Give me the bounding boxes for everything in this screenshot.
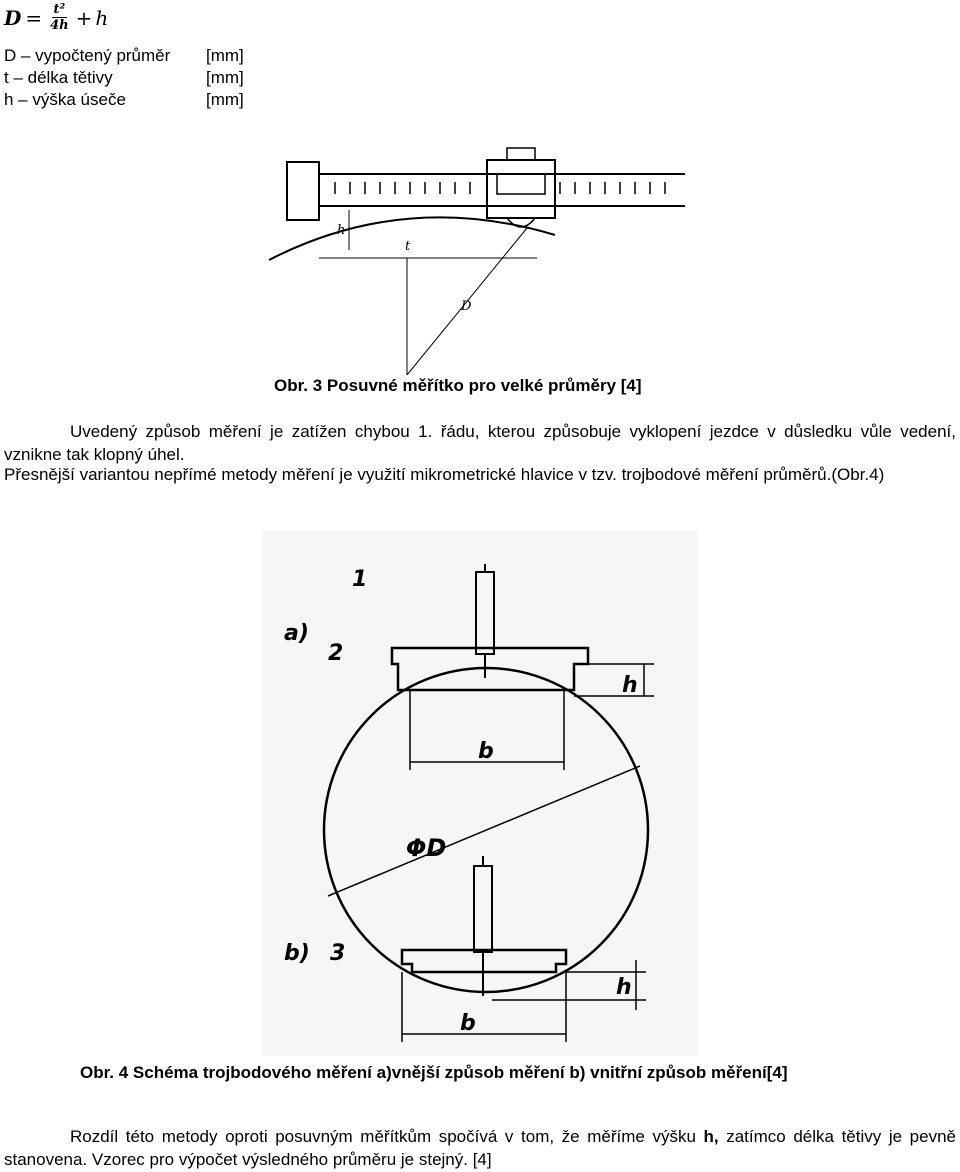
variable-unit: [mm] [206, 90, 244, 109]
variable-name: h – výška úseče [4, 90, 126, 109]
workpiece-arc [269, 217, 555, 260]
formula-h: h [95, 5, 109, 30]
paragraph-3-bold: h, [703, 1127, 719, 1146]
formula-lhs: D [4, 5, 22, 30]
caliper-figure [265, 140, 695, 375]
formula-equals: = [25, 5, 43, 30]
formula-plus: + [75, 5, 93, 30]
slider-screw [507, 148, 535, 160]
label-d: D [461, 299, 472, 314]
three-point-figure [262, 530, 698, 1056]
label-3: 3 [330, 941, 346, 966]
label-2: 2 [328, 641, 344, 666]
label-h: h [337, 223, 346, 238]
label-b-top: b [478, 739, 494, 764]
paragraph-3-text-b: zatímco délka tětivy je pevně stanovena. Vzorec pro výpočet výsledného průměru je stejný. [4] [4, 1127, 956, 1169]
label-h-top: h [622, 673, 638, 698]
figure4-caption: Obr. 4 Schéma trojbodového měření a)vnější způsob měření b) vnitřní způsob měření[4] [80, 1063, 788, 1082]
diameter-formula [4, 2, 108, 33]
caliper-jaw [287, 162, 319, 220]
label-a: a) [284, 621, 309, 646]
label-1: 1 [352, 567, 368, 592]
paragraph-3 [4, 1126, 956, 1171]
variable-row-t [4, 67, 244, 89]
paragraph-3-text-a: Rozdíl této metody oproti posuvným měřítkům spočívá v tom, že měříme výšku [70, 1127, 704, 1146]
label-h-bottom: h [616, 975, 632, 1000]
paragraph-2: Přesnější variantou nepřímé metody měření je využití mikrometrické hlavice v tzv. trojbodové měření průměrů.(Obr.4) [4, 465, 885, 484]
variable-name: D – vypočtený průměr [4, 46, 171, 65]
label-b-variant: b) [284, 941, 310, 966]
vernier-window [497, 174, 545, 194]
paragraph-1 [4, 421, 956, 466]
formula-fraction [50, 2, 69, 33]
formula-denominator: 4h [50, 18, 69, 33]
label-b-bottom: b [460, 1011, 476, 1036]
label-phi-d: ΦD [406, 834, 447, 862]
variable-unit: [mm] [206, 46, 244, 65]
variable-name: t – délka tětivy [4, 68, 113, 87]
variable-row-h [4, 89, 244, 111]
formula-numerator: t² [53, 2, 66, 17]
paragraph-1-text: Uvedený způsob měření je zatížen chybou 1. řádu, kterou způsobuje vyklopení jezdce v důsledku vůle vedení, vznikne tak klopný úhel. [4, 422, 956, 464]
figure3-caption: Obr. 3 Posuvné měřítko pro velké průměry [4] [274, 376, 642, 395]
variable-unit: [mm] [206, 68, 244, 87]
label-t: t [405, 239, 411, 254]
caliper-scale [335, 182, 665, 194]
variable-row-d [4, 45, 244, 67]
